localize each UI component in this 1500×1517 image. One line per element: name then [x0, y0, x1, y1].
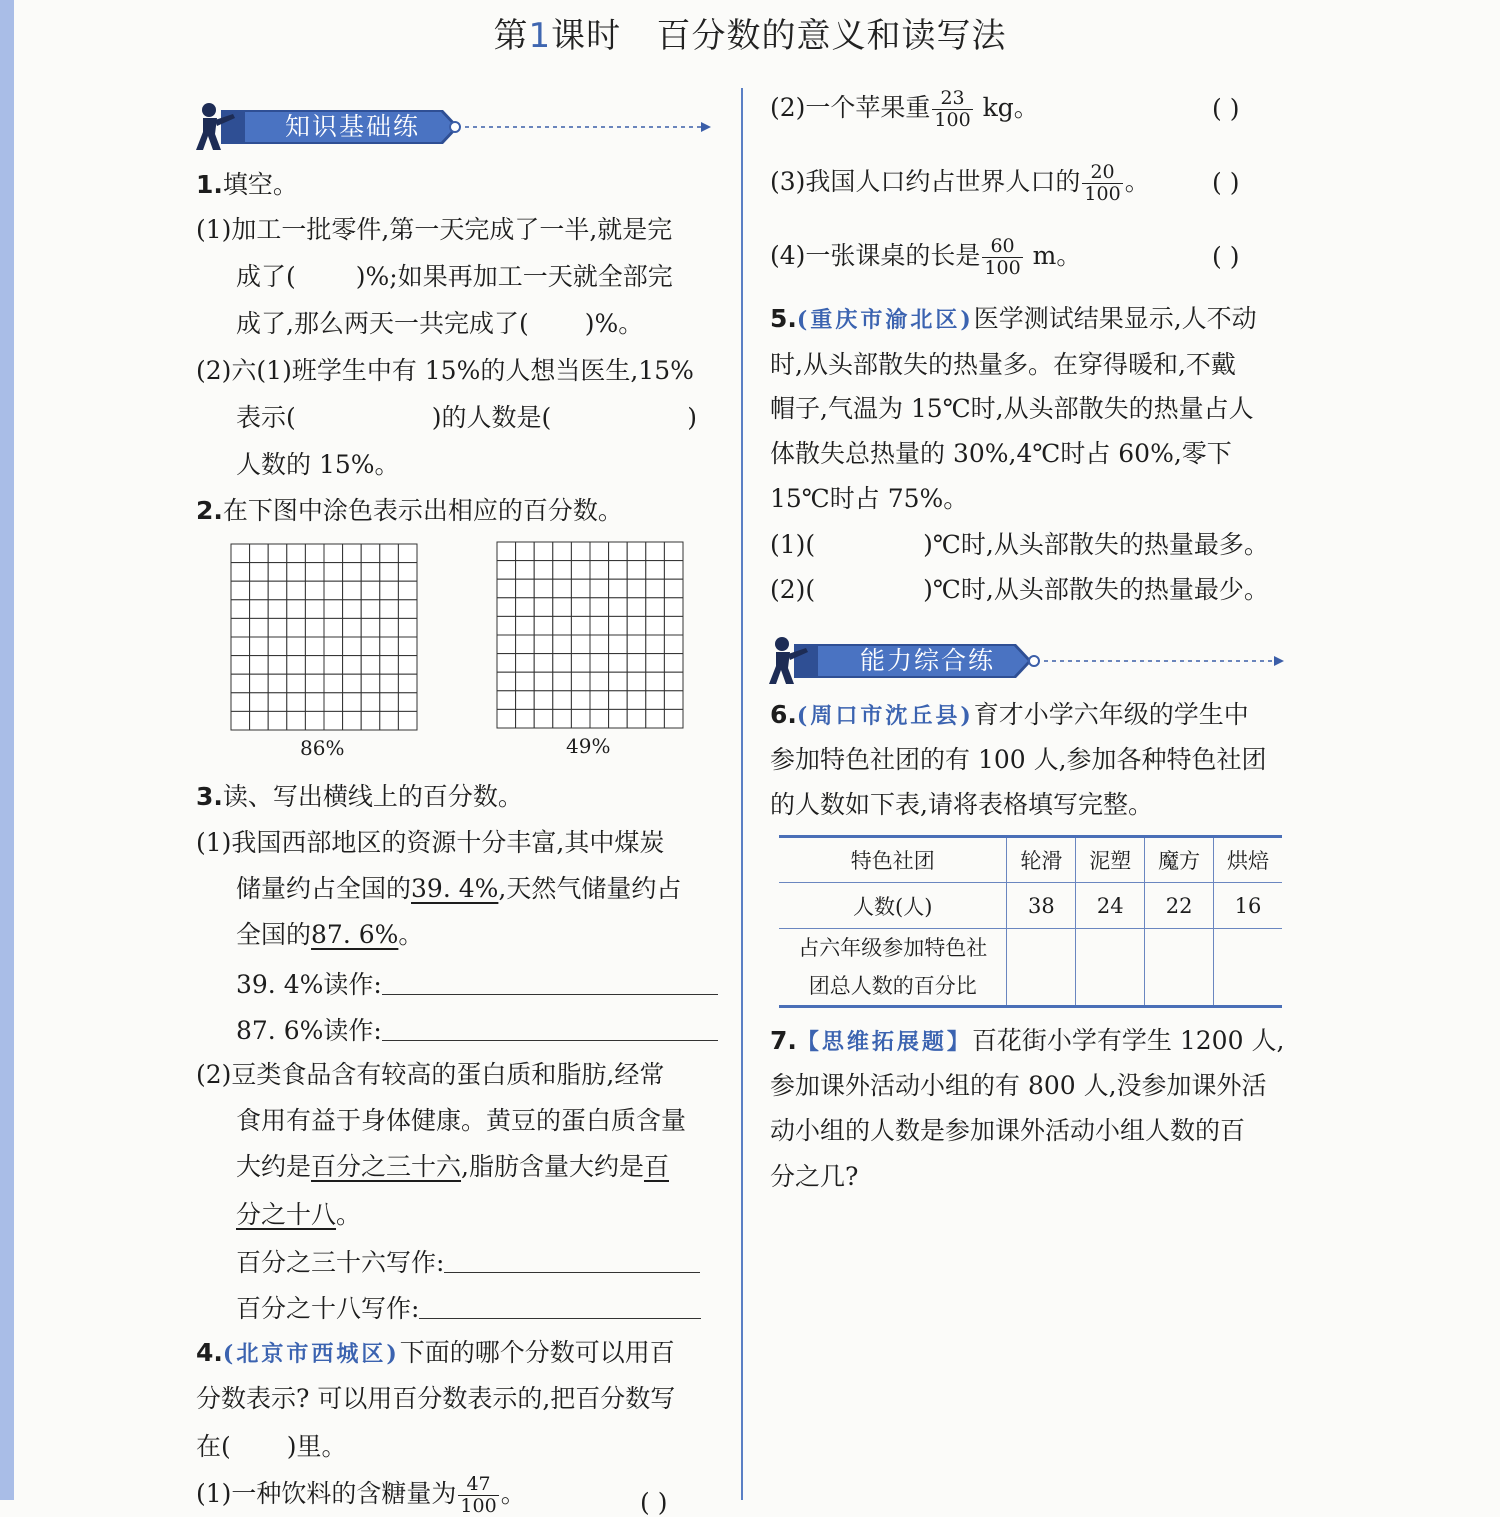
grid-cell[interactable]	[231, 581, 250, 600]
q3-read1: 39. 4%读作:	[236, 968, 718, 1000]
grid-cell[interactable]	[380, 656, 399, 675]
table-row	[779, 837, 1282, 883]
grid-cell[interactable]	[361, 637, 380, 656]
grid-cell[interactable]	[571, 561, 590, 580]
grid-cell[interactable]	[534, 579, 553, 598]
q4-item3: (3)我国人口约占世界人口的 $\frac{20}{100}$ 。	[770, 161, 1150, 205]
q4-item4-answer[interactable]: ( )	[1212, 242, 1240, 271]
grid-cell[interactable]	[516, 635, 535, 654]
answer-cell[interactable]	[1145, 929, 1214, 1007]
grid-cell[interactable]	[571, 635, 590, 654]
grid-cell[interactable]	[646, 598, 665, 617]
grid-cell[interactable]	[305, 600, 324, 619]
grid-cell[interactable]	[250, 693, 269, 712]
grid-cell[interactable]	[380, 618, 399, 637]
grid-cell[interactable]	[343, 563, 362, 582]
grid-cell[interactable]	[287, 581, 306, 600]
q3-p2-line2: 食用有益于身体健康。黄豆的蛋白质含量	[236, 1106, 687, 1135]
grid-cell[interactable]	[305, 693, 324, 712]
grid-cell[interactable]	[268, 544, 287, 563]
grid-cell[interactable]	[361, 693, 380, 712]
hundred-grid-49[interactable]	[496, 541, 684, 729]
grid-cell[interactable]	[516, 691, 535, 710]
fraction-60-100: $\frac{60}{100}$	[984, 235, 1021, 279]
grid-cell[interactable]	[516, 542, 535, 561]
q7-line1: 7.【思维拓展题】百花街小学有学生 1200 人,	[770, 1026, 1285, 1055]
grid-cell[interactable]	[305, 637, 324, 656]
grid-cell[interactable]	[497, 598, 516, 617]
grid-cell[interactable]	[646, 691, 665, 710]
q5-line5: 15℃时占 75%。	[770, 484, 969, 513]
grid-cell[interactable]	[553, 616, 572, 635]
grid-cell[interactable]	[324, 544, 343, 563]
grid-cell[interactable]	[305, 618, 324, 637]
q1-p2-line1: (2)六(1)班学生中有 15%的人想当医生,15%	[196, 356, 694, 385]
grid-cell[interactable]	[361, 600, 380, 619]
q1-p1-line3: 成了,那么两天一共完成了( )%。	[236, 309, 644, 338]
grid-cell[interactable]	[571, 654, 590, 673]
grid-cell[interactable]	[268, 711, 287, 730]
grid-cell[interactable]	[627, 691, 646, 710]
runner-icon	[193, 100, 713, 152]
grid-cell[interactable]	[380, 637, 399, 656]
grid-cell[interactable]	[609, 691, 628, 710]
grid-cell[interactable]	[590, 672, 609, 691]
grid-cell[interactable]	[534, 561, 553, 580]
grid-cell[interactable]	[324, 711, 343, 730]
grid-cell[interactable]	[361, 656, 380, 675]
grid-cell[interactable]	[497, 672, 516, 691]
grid-cell[interactable]	[497, 709, 516, 728]
q4-item1-answer[interactable]: ( )	[640, 1488, 668, 1517]
grid-cell[interactable]	[553, 635, 572, 654]
grid-cell[interactable]	[398, 581, 417, 600]
grid-cell[interactable]	[268, 656, 287, 675]
grid-cell[interactable]	[609, 579, 628, 598]
club-table	[779, 835, 1282, 1008]
grid-cell[interactable]	[553, 691, 572, 710]
grid-cell[interactable]	[250, 637, 269, 656]
grid-cell[interactable]	[571, 579, 590, 598]
table-cell: 38	[1007, 883, 1076, 929]
grid-cell[interactable]	[343, 618, 362, 637]
grid-cell[interactable]	[250, 618, 269, 637]
grid-cell[interactable]	[553, 654, 572, 673]
grid-cell[interactable]	[534, 598, 553, 617]
q6-line3: 的人数如下表,请将表格填写完整。	[770, 790, 1153, 819]
grid-cell[interactable]	[268, 618, 287, 637]
grid-cell[interactable]	[250, 544, 269, 563]
grid-cell[interactable]	[609, 561, 628, 580]
grid-cell[interactable]	[231, 563, 250, 582]
grid-cell[interactable]	[398, 656, 417, 675]
grid-cell[interactable]	[324, 674, 343, 693]
grid-cell[interactable]	[646, 654, 665, 673]
grid-cell[interactable]	[646, 616, 665, 635]
grid-cell[interactable]	[646, 542, 665, 561]
grid-cell[interactable]	[287, 600, 306, 619]
grid-cell[interactable]	[571, 598, 590, 617]
grid-cell[interactable]	[361, 674, 380, 693]
banner-ability-label: 能力综合练	[860, 646, 996, 675]
q4-item3-answer[interactable]: ( )	[1212, 168, 1240, 197]
grid-cell[interactable]	[398, 563, 417, 582]
table-header: 泥塑	[1076, 837, 1145, 883]
q7-line3: 动小组的人数是参加课外活动小组人数的百	[770, 1116, 1246, 1145]
q5-ans2: (2)( )℃时,从头部散失的热量最少。	[770, 575, 1269, 604]
grid-cell[interactable]	[380, 600, 399, 619]
table-cell: 人数(人)	[779, 883, 1007, 929]
grid-cell[interactable]	[646, 709, 665, 728]
grid-cell[interactable]	[664, 579, 683, 598]
q5-line3: 帽子,气温为 15℃时,从头部散失的热量占人	[770, 394, 1254, 423]
banner-ability	[766, 634, 1286, 686]
grid-cell[interactable]	[305, 544, 324, 563]
grid-cell[interactable]	[361, 711, 380, 730]
banner-basic	[193, 100, 713, 152]
grid-cell[interactable]	[343, 637, 362, 656]
grid-cell[interactable]	[305, 656, 324, 675]
answer-line[interactable]	[382, 1014, 718, 1041]
grid-cell[interactable]	[571, 616, 590, 635]
q4-item2-answer[interactable]: ( )	[1212, 94, 1240, 123]
grid-cell[interactable]	[571, 672, 590, 691]
grid-cell[interactable]	[343, 674, 362, 693]
q5-line4: 体散失总热量的 30%,4℃时占 60%,零下	[770, 439, 1232, 468]
grid-cell[interactable]	[361, 563, 380, 582]
q1-p2-line2: 表示( )的人数是( )	[236, 403, 698, 432]
table-cell: 24	[1076, 883, 1145, 929]
grid-cell[interactable]	[231, 711, 250, 730]
grid-cell[interactable]	[398, 674, 417, 693]
answer-cell[interactable]	[1076, 929, 1145, 1007]
grid-cell[interactable]	[534, 691, 553, 710]
grid-cell[interactable]	[268, 581, 287, 600]
q5-ans1: (1)( )℃时,从头部散失的热量最多。	[770, 530, 1269, 559]
q3-write2: 百分之十八写作:	[236, 1292, 701, 1324]
grid-cell[interactable]	[324, 637, 343, 656]
q2-title: 2.在下图中涂色表示出相应的百分数。	[196, 496, 623, 525]
grid-label-86: 86%	[300, 736, 345, 760]
grid-cell[interactable]	[497, 691, 516, 710]
table-cell: 16	[1214, 883, 1282, 929]
q6-line1: 6.(周口市沈丘县)育才小学六年级的学生中	[770, 700, 1249, 729]
q1-p1-line1: (1)加工一批零件,第一天完成了一半,就是完	[196, 215, 673, 244]
grid-cell[interactable]	[250, 656, 269, 675]
grid-cell[interactable]	[287, 711, 306, 730]
grid-cell[interactable]	[516, 672, 535, 691]
grid-cell[interactable]	[231, 674, 250, 693]
grid-cell[interactable]	[609, 598, 628, 617]
grid-cell[interactable]	[231, 544, 250, 563]
grid-cell[interactable]	[664, 616, 683, 635]
q3-p2-line1: (2)豆类食品含有较高的蛋白质和脂肪,经常	[196, 1060, 665, 1089]
fraction-47-100: $\frac{47}{100}$	[460, 1473, 497, 1517]
grid-label-49: 49%	[566, 734, 611, 758]
grid-cell[interactable]	[231, 693, 250, 712]
q3-write1: 百分之三十六写作:	[236, 1246, 700, 1278]
grid-cell[interactable]	[305, 711, 324, 730]
grid-cell[interactable]	[268, 693, 287, 712]
grid-cell[interactable]	[268, 600, 287, 619]
grid-cell[interactable]	[627, 654, 646, 673]
fraction-20-100: $\frac{20}{100}$	[1084, 161, 1121, 205]
grid-cell[interactable]	[553, 672, 572, 691]
grid-cell[interactable]	[287, 693, 306, 712]
grid-cell[interactable]	[664, 542, 683, 561]
q4-item2: (2)一个苹果重 $\frac{23}{100}$ kg。	[770, 87, 1039, 131]
grid-cell[interactable]	[590, 654, 609, 673]
grid-cell[interactable]	[516, 709, 535, 728]
grid-cell[interactable]	[664, 672, 683, 691]
grid-cell[interactable]	[497, 579, 516, 598]
grid-cell[interactable]	[516, 598, 535, 617]
grid-cell[interactable]	[398, 618, 417, 637]
grid-cell[interactable]	[553, 542, 572, 561]
q4-line1: 4.(北京市西城区)下面的哪个分数可以用百	[196, 1338, 675, 1367]
grid-cell[interactable]	[516, 654, 535, 673]
grid-cell[interactable]	[497, 635, 516, 654]
grid-cell[interactable]	[534, 635, 553, 654]
grid-cell[interactable]	[287, 674, 306, 693]
table-row	[779, 929, 1282, 1007]
grid-cell[interactable]	[590, 579, 609, 598]
grid-cell[interactable]	[287, 563, 306, 582]
q7-line2: 参加课外活动小组的有 800 人,没参加课外活	[770, 1071, 1267, 1100]
banner-basic-label: 知识基础练	[285, 112, 421, 141]
table-header: 魔方	[1145, 837, 1214, 883]
grid-cell[interactable]	[627, 542, 646, 561]
grid-cell[interactable]	[305, 674, 324, 693]
grid-cell[interactable]	[646, 635, 665, 654]
q1-p1-line2: 成了( )%;如果再加工一天就全部完	[236, 262, 673, 291]
grid-cell[interactable]	[627, 561, 646, 580]
grid-cell[interactable]	[516, 561, 535, 580]
grid-cell[interactable]	[609, 616, 628, 635]
grid-cell[interactable]	[664, 654, 683, 673]
answer-line[interactable]	[382, 968, 718, 995]
grid-cell[interactable]	[497, 616, 516, 635]
grid-cell[interactable]	[287, 544, 306, 563]
grid-cell[interactable]	[287, 656, 306, 675]
grid-cell[interactable]	[250, 600, 269, 619]
grid-cell[interactable]	[590, 542, 609, 561]
q1-p2-line3: 人数的 15%。	[236, 450, 400, 479]
grid-cell[interactable]	[609, 542, 628, 561]
grid-cell[interactable]	[553, 561, 572, 580]
grid-cell[interactable]	[553, 579, 572, 598]
grid-cell[interactable]	[380, 544, 399, 563]
grid-cell[interactable]	[627, 635, 646, 654]
grid-cell[interactable]	[516, 616, 535, 635]
grid-cell[interactable]	[343, 656, 362, 675]
answer-line[interactable]	[444, 1246, 700, 1273]
grid-cell[interactable]	[361, 581, 380, 600]
grid-cell[interactable]	[534, 654, 553, 673]
grid-cell[interactable]	[664, 709, 683, 728]
grid-cell[interactable]	[250, 563, 269, 582]
answer-line[interactable]	[419, 1292, 701, 1319]
grid-cell[interactable]	[609, 654, 628, 673]
grid-cell[interactable]	[287, 618, 306, 637]
grid-cell[interactable]	[590, 635, 609, 654]
grid-cell[interactable]	[534, 616, 553, 635]
grid-cell[interactable]	[324, 563, 343, 582]
q3-p2-line3: 大约是百分之三十六,脂肪含量大约是百	[236, 1152, 669, 1181]
q5-line2: 时,从头部散失的热量多。在穿得暖和,不戴	[770, 350, 1236, 379]
grid-cell[interactable]	[590, 616, 609, 635]
grid-cell[interactable]	[646, 672, 665, 691]
grid-cell[interactable]	[497, 561, 516, 580]
answer-cell[interactable]	[1007, 929, 1076, 1007]
grid-cell[interactable]	[609, 635, 628, 654]
grid-cell[interactable]	[516, 579, 535, 598]
column-divider	[741, 88, 743, 1500]
page-edge	[0, 0, 14, 1500]
grid-cell[interactable]	[343, 600, 362, 619]
grid-cell[interactable]	[571, 709, 590, 728]
grid-cell[interactable]	[590, 561, 609, 580]
q4-line3: 在( )里。	[196, 1432, 347, 1461]
grid-cell[interactable]	[380, 711, 399, 730]
fraction-23-100: $\frac{23}{100}$	[934, 87, 971, 131]
answer-cell[interactable]	[1214, 929, 1282, 1007]
table-cell: 占六年级参加特色社 团总人数的百分比	[798, 936, 988, 998]
grid-cell[interactable]	[646, 579, 665, 598]
grid-cell[interactable]	[497, 654, 516, 673]
grid-cell[interactable]	[380, 674, 399, 693]
q3-p1-line1: (1)我国西部地区的资源十分丰富,其中煤炭	[196, 828, 665, 857]
table-cell: 22	[1145, 883, 1214, 929]
grid-cell[interactable]	[361, 618, 380, 637]
page-title: 第1课时 百分数的意义和读写法	[493, 16, 1007, 56]
grid-cell[interactable]	[627, 672, 646, 691]
grid-cell[interactable]	[231, 656, 250, 675]
grid-cell[interactable]	[343, 581, 362, 600]
grid-cell[interactable]	[664, 635, 683, 654]
table-header: 轮滑	[1007, 837, 1076, 883]
q6-line2: 参加特色社团的有 100 人,参加各种特色社团	[770, 745, 1267, 774]
grid-cell[interactable]	[398, 693, 417, 712]
q5-line1: 5.(重庆市渝北区)医学测试结果显示,人不动	[770, 304, 1257, 333]
grid-cell[interactable]	[250, 581, 269, 600]
grid-cell[interactable]	[380, 693, 399, 712]
grid-cell[interactable]	[627, 709, 646, 728]
grid-cell[interactable]	[664, 598, 683, 617]
grid-cell[interactable]	[268, 674, 287, 693]
grid-cell[interactable]	[553, 709, 572, 728]
grid-cell[interactable]	[231, 600, 250, 619]
table-row	[779, 883, 1282, 929]
q7-line4: 分之几?	[770, 1162, 859, 1191]
grid-cell[interactable]	[590, 691, 609, 710]
grid-cell[interactable]	[553, 598, 572, 617]
grid-cell[interactable]	[571, 691, 590, 710]
grid-cell[interactable]	[664, 691, 683, 710]
grid-cell[interactable]	[250, 674, 269, 693]
q3-p1-line3: 全国的87. 6%。	[236, 920, 424, 949]
grid-cell[interactable]	[590, 598, 609, 617]
grid-cell[interactable]	[324, 693, 343, 712]
grid-cell[interactable]	[268, 563, 287, 582]
grid-cell[interactable]	[609, 709, 628, 728]
grid-cell[interactable]	[534, 672, 553, 691]
grid-cell[interactable]	[324, 600, 343, 619]
grid-cell[interactable]	[398, 711, 417, 730]
grid-cell[interactable]	[305, 563, 324, 582]
grid-cell[interactable]	[361, 544, 380, 563]
grid-cell[interactable]	[343, 693, 362, 712]
grid-cell[interactable]	[231, 618, 250, 637]
grid-cell[interactable]	[627, 598, 646, 617]
grid-cell[interactable]	[380, 563, 399, 582]
grid-cell[interactable]	[343, 711, 362, 730]
grid-cell[interactable]	[324, 618, 343, 637]
grid-cell[interactable]	[534, 542, 553, 561]
grid-cell[interactable]	[398, 637, 417, 656]
runner-icon	[766, 634, 1286, 686]
grid-cell[interactable]	[571, 542, 590, 561]
hundred-grid-86[interactable]	[230, 543, 418, 731]
q3-p1-line2: 储量约占全国的39. 4%,天然气储量约占	[236, 874, 682, 903]
table-header: 烘焙	[1214, 837, 1282, 883]
grid-cell[interactable]	[250, 711, 269, 730]
grid-cell[interactable]	[627, 579, 646, 598]
grid-cell[interactable]	[609, 672, 628, 691]
grid-cell[interactable]	[324, 656, 343, 675]
grid-cell[interactable]	[268, 637, 287, 656]
grid-cell[interactable]	[627, 616, 646, 635]
q3-title: 3.读、写出横线上的百分数。	[196, 782, 523, 811]
grid-cell[interactable]	[231, 637, 250, 656]
grid-cell[interactable]	[343, 544, 362, 563]
q3-read2: 87. 6%读作:	[236, 1014, 718, 1046]
q4-line2: 分数表示? 可以用百分数表示的,把百分数写	[196, 1384, 676, 1413]
grid-cell[interactable]	[305, 581, 324, 600]
q1-title: 1.填空。	[196, 170, 298, 199]
grid-cell[interactable]	[534, 709, 553, 728]
grid-cell[interactable]	[398, 544, 417, 563]
table-header: 特色社团	[779, 837, 1007, 883]
q4-item4: (4)一张课桌的长是 $\frac{60}{100}$ m。	[770, 235, 1082, 279]
grid-cell[interactable]	[646, 561, 665, 580]
grid-cell[interactable]	[287, 637, 306, 656]
grid-cell[interactable]	[324, 581, 343, 600]
grid-cell[interactable]	[590, 709, 609, 728]
grid-cell[interactable]	[664, 561, 683, 580]
grid-cell[interactable]	[380, 581, 399, 600]
q4-item1: (1)一种饮料的含糖量为 $\frac{47}{100}$ 。	[196, 1473, 526, 1517]
grid-cell[interactable]	[497, 542, 516, 561]
q3-p2-line4: 分之十八。	[236, 1200, 362, 1229]
grid-cell[interactable]	[398, 600, 417, 619]
